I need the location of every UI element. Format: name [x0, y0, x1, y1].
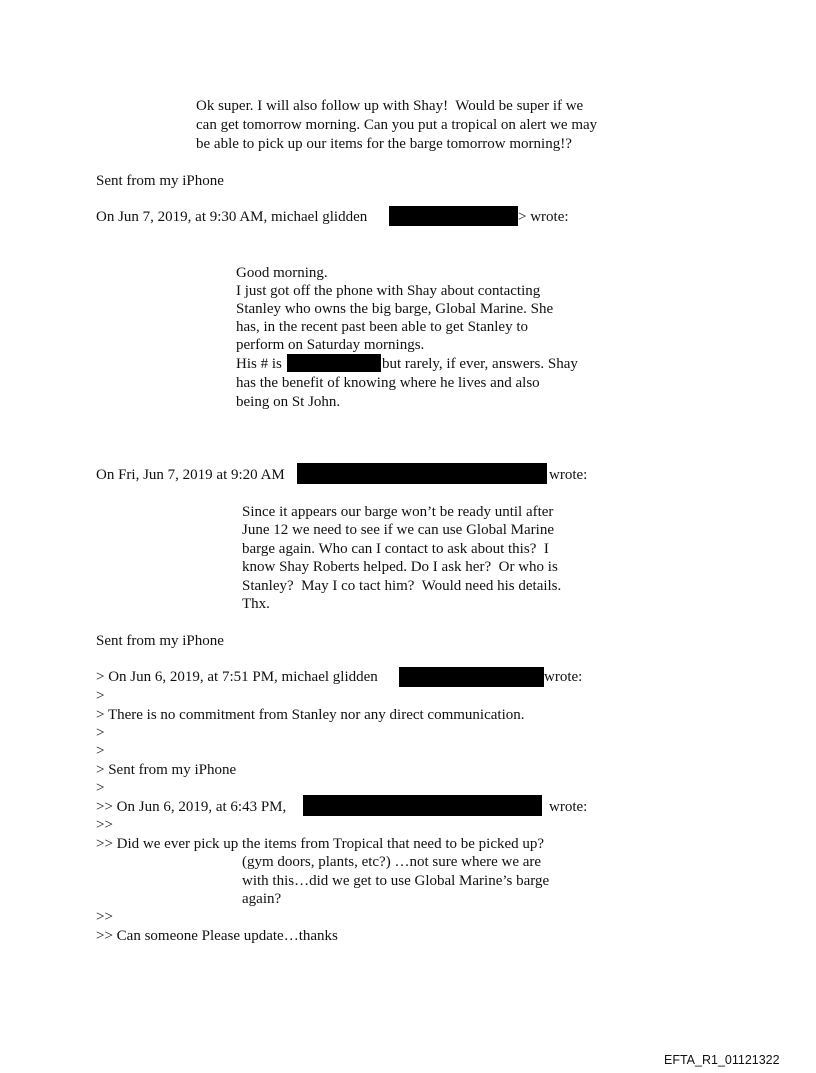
quote-line: >	[96, 780, 105, 796]
quote-line: > There is no commitment from Stanley nor any direct communication.	[96, 707, 525, 723]
message-line: has the benefit of knowing where he lives and also	[236, 375, 540, 391]
quote-line: with this…did we get to use Global Marine’s barge	[242, 873, 550, 889]
quoted-header: >> On Jun 6, 2019, at 6:43 PM,	[96, 799, 287, 815]
message-line: has, in the recent past been able to get Stanley to	[236, 319, 528, 335]
sent-from-signature: Sent from my iPhone	[96, 633, 224, 649]
reply-header-suffix: > wrote:	[518, 209, 569, 225]
quote-line: >	[96, 743, 105, 759]
message-line: can get tomorrow morning. Can you put a tropical on alert we may	[196, 117, 598, 133]
quote-line: >>	[96, 909, 113, 925]
message-line: Thx.	[242, 596, 270, 612]
quoted-header: > On Jun 6, 2019, at 7:51 PM, michael glidden	[96, 669, 382, 685]
message-line: know Shay Roberts helped. Do I ask her? Or who is	[242, 559, 558, 575]
message-line: be able to pick up our items for the barge tomorrow morning!?	[196, 136, 572, 152]
reply-header: On Fri, Jun 7, 2019 at 9:20 AM	[96, 467, 285, 483]
reply-header-suffix: wrote:	[549, 467, 588, 483]
message-line: being on St John.	[236, 394, 341, 410]
quoted-header-suffix: wrote:	[549, 799, 588, 815]
message-line: Stanley who owns the big barge, Global Marine. She	[236, 301, 554, 317]
redaction-bar	[399, 667, 544, 687]
message-line: Ok super. I will also follow up with Shay! Would be super if we	[196, 98, 584, 114]
message-line: June 12 we need to see if we can use Global Marine	[242, 522, 554, 538]
quote-line: >	[96, 688, 105, 704]
redaction-bar	[287, 354, 381, 372]
quote-line: >> Can someone Please update…thanks	[96, 928, 338, 944]
message-line: barge again. Who can I contact to ask about this? I	[242, 541, 549, 557]
quote-line: again?	[242, 891, 282, 907]
message-line: perform on Saturday mornings.	[236, 337, 425, 353]
quote-line: >> Did we ever pick up the items from Tropical that need to be picked up?	[96, 836, 545, 852]
message-line: Good morning.	[236, 265, 328, 281]
quote-line: >>	[96, 817, 113, 833]
redaction-bar	[303, 795, 542, 816]
message-line: Since it appears our barge won’t be ready until after	[242, 504, 554, 520]
quote-line: >	[96, 725, 105, 741]
reply-header: On Jun 7, 2019, at 9:30 AM, michael glidden	[96, 209, 371, 225]
quote-line: (gym doors, plants, etc?) …not sure where we are	[242, 854, 542, 870]
redaction-bar	[297, 463, 547, 484]
message-line: His # is	[236, 356, 282, 372]
quote-line: > Sent from my iPhone	[96, 762, 237, 778]
sent-from-signature: Sent from my iPhone	[96, 173, 224, 189]
message-line: Stanley? May I co tact him? Would need his details.	[242, 578, 562, 594]
quoted-header-suffix: wrote:	[544, 669, 583, 685]
document-id: EFTA_R1_01121322	[664, 1053, 780, 1067]
redaction-bar	[389, 206, 518, 226]
message-line: I just got off the phone with Shay about contacting	[236, 283, 541, 299]
message-line: but rarely, if ever, answers. Shay	[382, 356, 578, 372]
